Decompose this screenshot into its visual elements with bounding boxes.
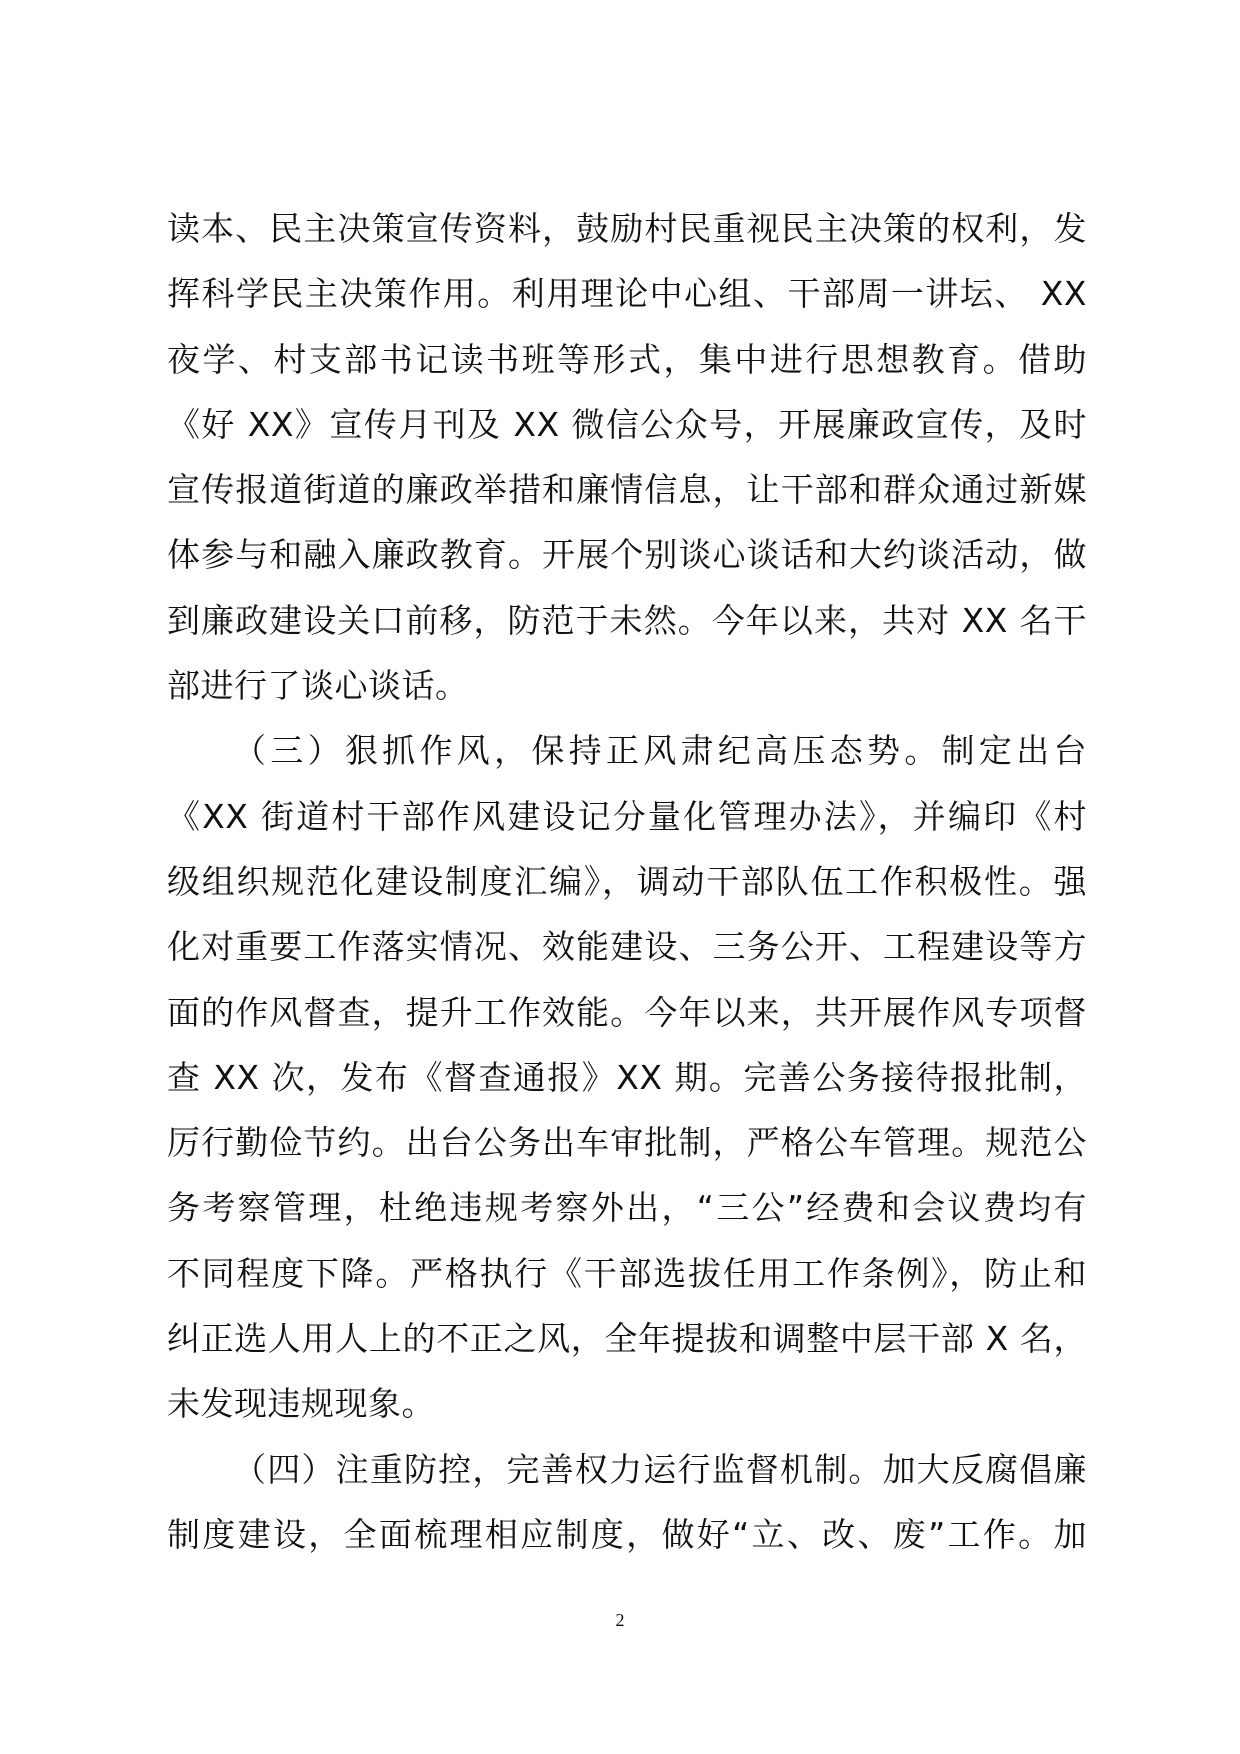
text-line: 面的作风督查，提升工作效能。今年以来，共开展作风专项督	[167, 992, 1087, 1032]
text-line: （三）狠抓作风，保持正风肃纪高压态势。制定出台	[233, 731, 1087, 771]
text-line: 体参与和融入廉政教育。开展个别谈心谈话和大约谈活动，做	[167, 535, 1087, 575]
text-line: 查 XX 次，发布《督查通报》XX 期。完善公务接待报批制，	[167, 1057, 1087, 1097]
text-line: 《XX 街道村干部作风建设记分量化管理办法》，并编印《村	[167, 796, 1087, 836]
text-line: 制度建设，全面梳理相应制度，做好“立、改、废”工作。加	[167, 1514, 1087, 1554]
text-line: 务考察管理，杜绝违规考察外出，“三公”经费和会议费均有	[167, 1188, 1087, 1228]
text-line: 厉行勤俭节约。出台公务出车审批制，严格公车管理。规范公	[167, 1123, 1087, 1163]
page-number: 2	[615, 1610, 625, 1630]
text-line: 未发现违规现象。	[167, 1384, 435, 1424]
body-text	[167, 196, 1087, 1567]
text-line: 挥科学民主决策作用。利用理论中心组、干部周一讲坛、 XX	[167, 274, 1087, 314]
text-line: 《好 XX》宣传月刊及 XX 微信公众号，开展廉政宣传，及时	[167, 404, 1087, 444]
text-line: 读本、民主决策宣传资料，鼓励村民重视民主决策的权利，发	[167, 209, 1087, 248]
text-line: （四）注重防控，完善权力运行监督机制。加大反腐倡廉	[233, 1449, 1087, 1489]
text-line: 不同程度下降。严格执行《干部选拔任用工作条例》，防止和	[167, 1253, 1087, 1293]
text-line: 部进行了谈心谈话。	[167, 666, 469, 706]
text-line: 化对重要工作落实情况、效能建设、三务公开、工程建设等方	[167, 927, 1087, 967]
text-line: 夜学、村支部书记读书班等形式，集中进行思想教育。借助	[167, 339, 1087, 379]
text-line: 到廉政建设关口前移，防范于未然。今年以来，共对 XX 名干	[167, 600, 1087, 640]
text-line: 宣传报道街道的廉政举措和廉情信息，让干部和群众通过新媒	[167, 470, 1087, 510]
text-line: 级组织规范化建设制度汇编》，调动干部队伍工作积极性。强	[167, 861, 1087, 901]
text-line: 纠正选人用人上的不正之风，全年提拔和调整中层干部 X 名，	[167, 1319, 1087, 1359]
